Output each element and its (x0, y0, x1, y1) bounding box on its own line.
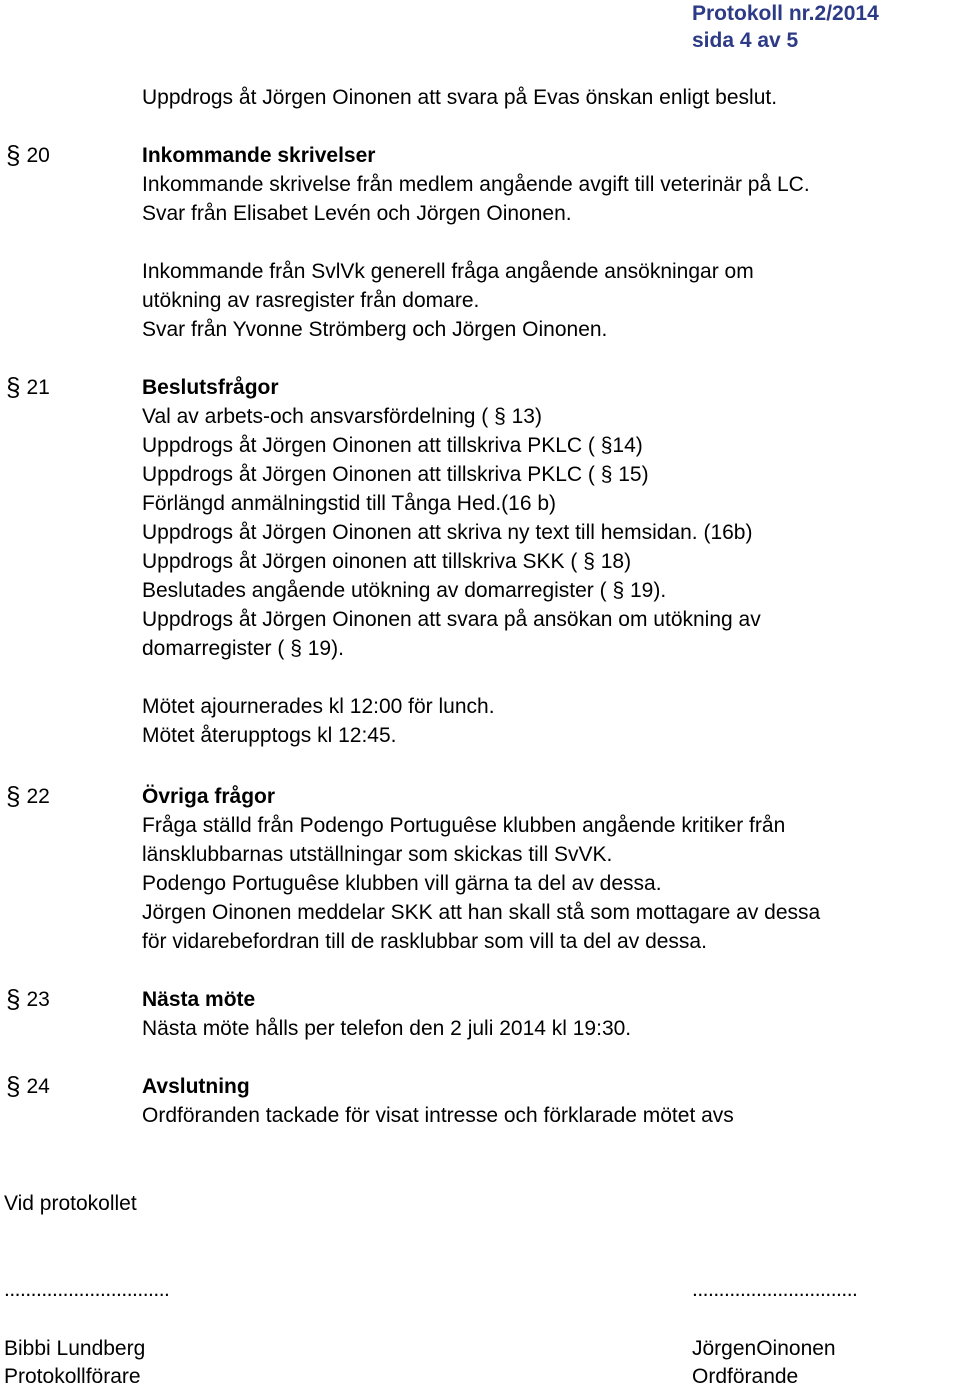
section-line: Svar från Yvonne Strömberg och Jörgen Oinonen. (142, 318, 608, 341)
section-symbol: § (6, 372, 21, 402)
section-24-body (142, 1072, 734, 1130)
section-line: Uppdrogs åt Jörgen Oinonen att svara på ansökan om utökning av (142, 608, 761, 631)
blank-line (142, 228, 810, 257)
section-line: Ordföranden tackade för visat intresse och förklarade mötet avs (142, 1104, 734, 1127)
section-line: Svar från Elisabet Levén och Jörgen Oinonen. (142, 202, 572, 225)
section-20-body (142, 141, 810, 344)
section-number: 22 (26, 785, 50, 808)
section-symbol: § (6, 1071, 21, 1101)
section-title: Övriga frågor (142, 785, 276, 808)
page-number: sida 4 av 5 (692, 29, 799, 52)
section-line: Uppdrogs åt Jörgen Oinonen att skriva ny text till hemsidan. (16b) (142, 521, 753, 544)
section-line: Beslutades angående utökning av domarregister ( § 19). (142, 579, 667, 602)
section-line: Förlängd anmälningstid till Tånga Hed.(16 b) (142, 492, 557, 515)
section-number: 24 (26, 1075, 50, 1098)
section-line: domarregister ( § 19). (142, 637, 344, 660)
section-title: Beslutsfrågor (142, 376, 279, 399)
intro-line: Uppdrogs åt Jörgen Oinonen att svara på Evas önskan enligt beslut. (142, 86, 778, 109)
section-line: Mötet ajournerades kl 12:00 för lunch. (142, 695, 495, 718)
section-number: 20 (26, 144, 50, 167)
section-title: Nästa möte (142, 988, 256, 1011)
section-22-number (6, 782, 50, 811)
section-number: 23 (26, 988, 50, 1011)
section-symbol: § (6, 781, 21, 811)
section-line: Nästa möte hålls per telefon den 2 juli 2014 kl 19:30. (142, 1017, 632, 1040)
right-signature-line: ............................... (692, 1278, 858, 1301)
section-line: Uppdrogs åt Jörgen Oinonen att tillskriva PKLC ( §14) (142, 434, 643, 457)
section-line: Inkommande från SvlVk generell fråga angående ansökningar om (142, 260, 754, 283)
footer-label: Vid protokollet (4, 1192, 137, 1215)
section-line: länsklubbarnas utställningar som skickas till SvVK. (142, 843, 613, 866)
secretary-name: Bibbi Lundberg (4, 1337, 146, 1360)
chair-role: Ordförande (692, 1365, 799, 1388)
secretary-role: Protokollförare (4, 1365, 141, 1388)
section-20-number (6, 141, 50, 170)
section-22-body (142, 782, 820, 956)
protocol-number: Protokoll nr.2/2014 (692, 2, 879, 25)
section-number: 21 (26, 376, 50, 399)
section-symbol: § (6, 984, 21, 1014)
blank-line (142, 663, 761, 692)
section-line: Mötet återupptogs kl 12:45. (142, 724, 397, 747)
section-21-number (6, 373, 50, 402)
left-signature-line: ............................... (4, 1278, 170, 1301)
section-24-number (6, 1072, 50, 1101)
section-title: Avslutning (142, 1075, 250, 1098)
section-21-body (142, 373, 761, 750)
section-line: Fråga ställd från Podengo Portuguêse klubben angående kritiker från (142, 814, 786, 837)
section-symbol: § (6, 140, 21, 170)
section-23-body (142, 985, 631, 1043)
section-line: utökning av rasregister från domare. (142, 289, 480, 312)
section-line: Val av arbets-och ansvarsfördelning ( § 13) (142, 405, 542, 428)
section-title: Inkommande skrivelser (142, 144, 376, 167)
section-line: Uppdrogs åt Jörgen oinonen att tillskriva SKK ( § 18) (142, 550, 632, 573)
section-line: Uppdrogs åt Jörgen Oinonen att tillskriva PKLC ( § 15) (142, 463, 649, 486)
section-line: Inkommande skrivelse från medlem angående avgift till veterinär på LC. (142, 173, 810, 196)
chair-name: JörgenOinonen (692, 1337, 836, 1360)
section-line: för vidarebefordran till de rasklubbar som vill ta del av dessa. (142, 930, 707, 953)
section-line: Podengo Portuguêse klubben vill gärna ta del av dessa. (142, 872, 662, 895)
section-line: Jörgen Oinonen meddelar SKK att han skall stå som mottagare av dessa (142, 901, 821, 924)
section-23-number (6, 985, 50, 1014)
